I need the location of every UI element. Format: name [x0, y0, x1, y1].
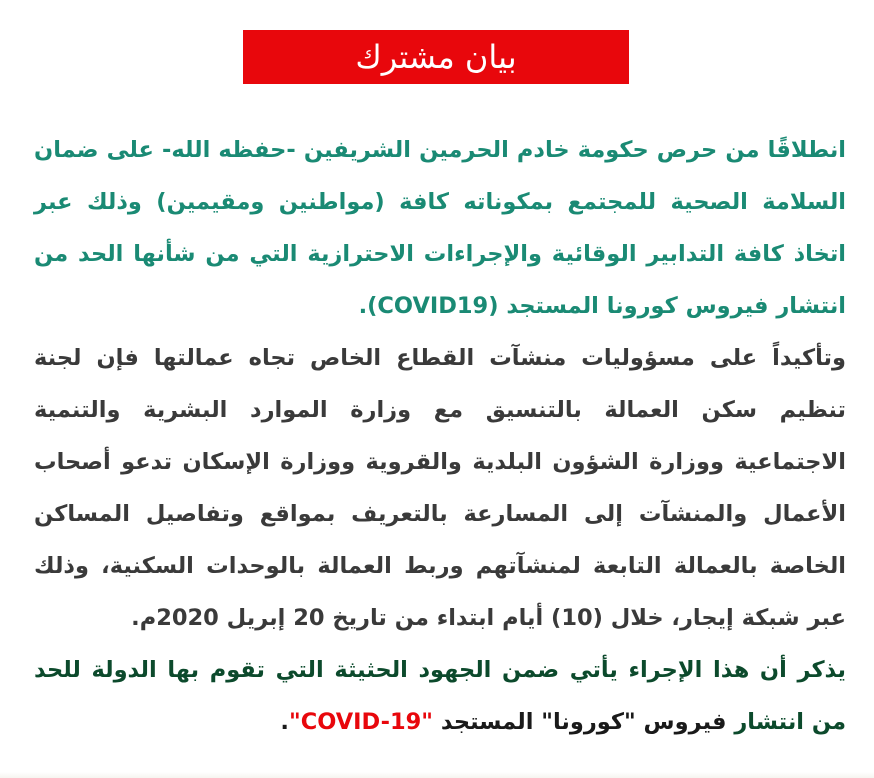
paragraph-announcement: وتأكيداً على مسؤوليات منشآت القطاع الخاص تجاه عمالتها فإن لجنة تنظيم سكن العمالة بالتنسيق مع وزارة الموارد البشرية والتنمية الاجتماعية ووزارة الشؤون البلدية والقروية ووزارة الإسكان تدعو أصحاب الأعمال والمنشآت إلى المسارعة بالتعريف بمواقع وتفاصيل المساكن الخاصة بالعمالة التابعة لمنشآتهم وربط العمالة بالوحدات السكنية، وذلك عبر شبكة إيجار، خلال (10) أيام ابتداء من تاريخ 20 إبريل 2020م.	[34, 345, 846, 631]
covid-highlight: "COVID-19"	[288, 709, 434, 735]
statement-title: بيان مشترك	[355, 38, 517, 76]
statement-body	[34, 124, 846, 748]
paragraph-note-end: .	[280, 709, 289, 735]
statement-title-banner	[243, 30, 629, 84]
paragraph-note-virus-text: فيروس "كورونا" المستجد	[433, 709, 727, 735]
paragraph-intro: انطلاقًا من حرص حكومة خادم الحرمين الشريفين -حفظه الله- على ضمان السلامة الصحية للمجتمع بمكوناته كافة (مواطنين ومقيمين) وذلك عبر اتخاذ كافة التدابير الوقائية والإجراءات الاحترازية التي من شأنها الحد من انتشار فيروس كورونا المستجد (COVID19).	[34, 137, 846, 319]
paragraph-note	[34, 644, 846, 748]
paragraph-note-line1: يذكر أن هذا الإجراء يأتي ضمن الجهود الحثيثة التي تقوم بها الدولة للحد من انتشار	[34, 657, 846, 735]
page-bottom-edge	[0, 772, 874, 778]
